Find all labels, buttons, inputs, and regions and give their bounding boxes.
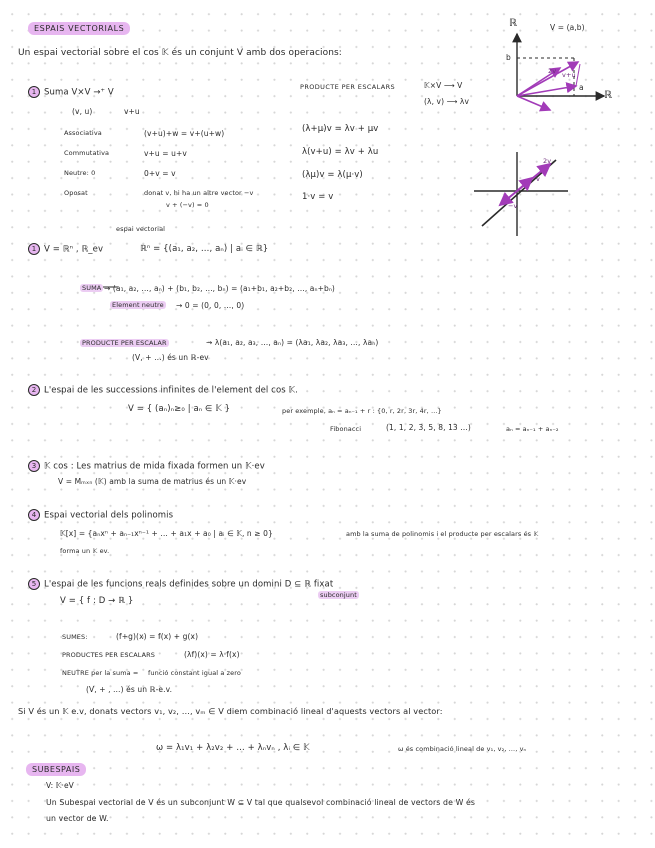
example-4-head — [28, 509, 173, 522]
number-badge: 3 — [28, 460, 40, 472]
property-label: Neutre: 0 — [64, 169, 96, 177]
property-formula: 0+v = v — [144, 169, 176, 178]
example-1-conclusion: (V, + …) és un ℝ-ev — [132, 353, 209, 362]
example-5-def: V = { f : D → ℝ } — [60, 596, 134, 606]
suma-label — [80, 283, 103, 294]
number-badge: 1 — [28, 86, 40, 98]
linear-combination-text: Si V és un 𝕂 e.v, donats vectors v₁, v₂, …, vₘ ∈ V diem combinació lineal d'aquests vectors al vector: — [18, 706, 443, 716]
diagram-label: V = (a,b) — [550, 23, 585, 32]
example-1-head — [28, 243, 103, 256]
side-note — [318, 590, 359, 601]
neutral-label — [110, 300, 166, 311]
diagram-label: a — [579, 83, 584, 92]
example-3-text: 𝕂 cos : Les matrius de mida fixada formen un 𝕂·ev — [44, 461, 265, 472]
number-badge: 1 — [28, 243, 40, 255]
diagram-label: v — [536, 175, 540, 183]
example-2-head — [28, 384, 298, 397]
scalar-map: 𝕂×V ⟶ V — [424, 81, 463, 90]
side-note: espai vectorial — [116, 225, 166, 233]
scalar-formula: λ(v+u) = λv + λu — [302, 147, 379, 157]
definition-text: Un espai vectorial sobre el cos 𝕂 és un conjunt V amb dos operacions: — [18, 48, 342, 58]
suma-label-text: SUMA — [82, 284, 102, 292]
fibonacci-label: Fibonacci — [330, 425, 362, 433]
scalar-map: (λ, v) ⟶ λv — [424, 97, 469, 106]
function-op-formula: (λf)(x) = λ·f(x) — [184, 650, 240, 659]
diagram-label: ℝ — [604, 90, 613, 101]
function-op-label: SUMES: — [62, 633, 88, 641]
diagram-label: v+u — [562, 71, 576, 79]
diagram-label: 2v — [548, 67, 557, 75]
diagram-label: ℝ — [509, 18, 518, 29]
scalar-formula: 1·v = v — [302, 192, 334, 202]
property-formula-extra: v + (−v) = 0 — [166, 201, 209, 209]
example-5-text: L'espai de les funcions reals definides sobre un domini D ⊆ ℝ fixat — [44, 579, 334, 590]
diagram-label: b — [506, 53, 511, 62]
prod-label-text: PRODUCTE PER ESCALAR — [82, 339, 167, 347]
example-2-def: V = { (aₙ)ₙ≥₀ | aₙ ∈ 𝕂 } — [128, 404, 231, 414]
diagram-label: 2v — [543, 157, 552, 165]
line-span — [482, 160, 556, 226]
number-badge: 4 — [28, 509, 40, 521]
example-5-head — [28, 578, 333, 591]
neutral-formula: → 0 = (0, 0, …, 0) — [176, 301, 245, 310]
example-3-head — [28, 460, 265, 473]
fibonacci-seq: (1, 1, 2, 3, 5, 8, 13 …) — [386, 423, 471, 432]
property-formula: (v+u)+w = v+(u+w) — [144, 129, 225, 138]
linear-combination-note: ω és combinació lineal de v₁, v₂, …, vₙ — [398, 745, 527, 753]
example-1-def: ℝⁿ = {(a₁, a₂, …, aₙ) | aᵢ ∈ ℝ} — [140, 244, 269, 254]
sum-pair: (v, u) — [72, 107, 93, 116]
property-label: Associativa — [64, 129, 102, 137]
subspace-line: un vector de W. — [46, 814, 109, 823]
prod-formula: → λ(a₁, a₂, a₃, …, aₙ) = (λa₁, λa₂, λa₃, …, λaₙ) — [206, 338, 379, 347]
vector-arrow — [517, 96, 550, 110]
fibonacci-rule: aₙ = aₙ₋₁ + aₙ₋₂ — [506, 425, 559, 433]
example-4-def2: amb la suma de polinomis i el producte per escalars és 𝕂 — [346, 530, 539, 538]
example-3-def: V = Mₘₓₙ (𝕂) amb la suma de matrius és un 𝕂·ev — [58, 477, 247, 486]
prod-label — [80, 338, 169, 349]
function-op-formula: (f+g)(x) = f(x) + g(x) — [116, 632, 199, 641]
subspace-title: SUBESPAIS — [26, 763, 86, 776]
example-5-conclusion: (V, + , …) és un ℝ-e.v. — [86, 685, 173, 694]
sum-header-text: Suma V×V →⁺ V — [44, 87, 114, 98]
line-vector-diagram — [474, 152, 568, 236]
example-2-example: per exemple, aₙ = aₙ₋₁ + r : {0, r, 2r, 3r, 4r, …} — [282, 407, 442, 415]
subspace-line: V: 𝕂·eV — [46, 781, 74, 790]
example-1-head-text: V = ℝⁿ , ℝ_ev — [44, 244, 104, 255]
property-label: Commutativa — [64, 149, 110, 157]
scalar-formula: (λ+μ)v = λv + μv — [302, 124, 379, 134]
plane-vector-diagram — [517, 34, 604, 110]
example-4-def: 𝕂[x] = {aₙxⁿ + aₙ₋₁xⁿ⁻¹ + … + a₁x + a₀ | aᵢ ∈ 𝕂, n ≥ 0} — [60, 529, 273, 538]
neutral-label-text: Element neutre — [112, 301, 164, 309]
number-badge: 2 — [28, 384, 40, 396]
property-label: Oposat — [64, 189, 88, 197]
linear-combination-formula: ω = λ₁v₁ + λ₂v₂ + … + λₙvₙ , λᵢ ∈ 𝕂 — [156, 743, 310, 753]
function-op-label: NEUTRE per la suma = — [62, 669, 139, 677]
suma-formula: → (a₁, a₂, …, aₙ) + (b₁, b₂, …, bₙ) = (a₁+b₁, a₂+b₂, …, aₙ+bₙ) — [104, 284, 335, 293]
function-op-label: PRODUCTES PER ESCALARS — [62, 651, 156, 659]
sum-image: v+u — [124, 107, 140, 116]
scalar-header: PRODUCTE PER ESCALARS — [300, 83, 396, 91]
example-4-text: Espai vectorial dels polinomis — [44, 510, 174, 521]
scalar-formula: (λμ)v = λ(μ·v) — [302, 170, 363, 180]
number-badge: 5 — [28, 578, 40, 590]
page-title: ESPAIS VECTORIALS — [28, 22, 130, 35]
diagram-label: −v — [508, 202, 518, 210]
side-note-text: subconjunt — [320, 591, 357, 599]
property-formula: donat v, hi ha un altre vector −v — [144, 189, 254, 197]
example-4-def3: forma un 𝕂 ev. — [60, 547, 110, 555]
example-2-text: L'espai de les successions infinites de l'element del cos 𝕂. — [44, 385, 298, 396]
function-op-formula: funció constant igual a zero — [148, 669, 241, 677]
subspace-line: Un Subespai vectorial de V és un subconjunt W ⊆ V tal que qualsevol combinació lineal de vectors de W és — [46, 798, 476, 807]
property-formula: v+u = u+v — [144, 149, 187, 158]
